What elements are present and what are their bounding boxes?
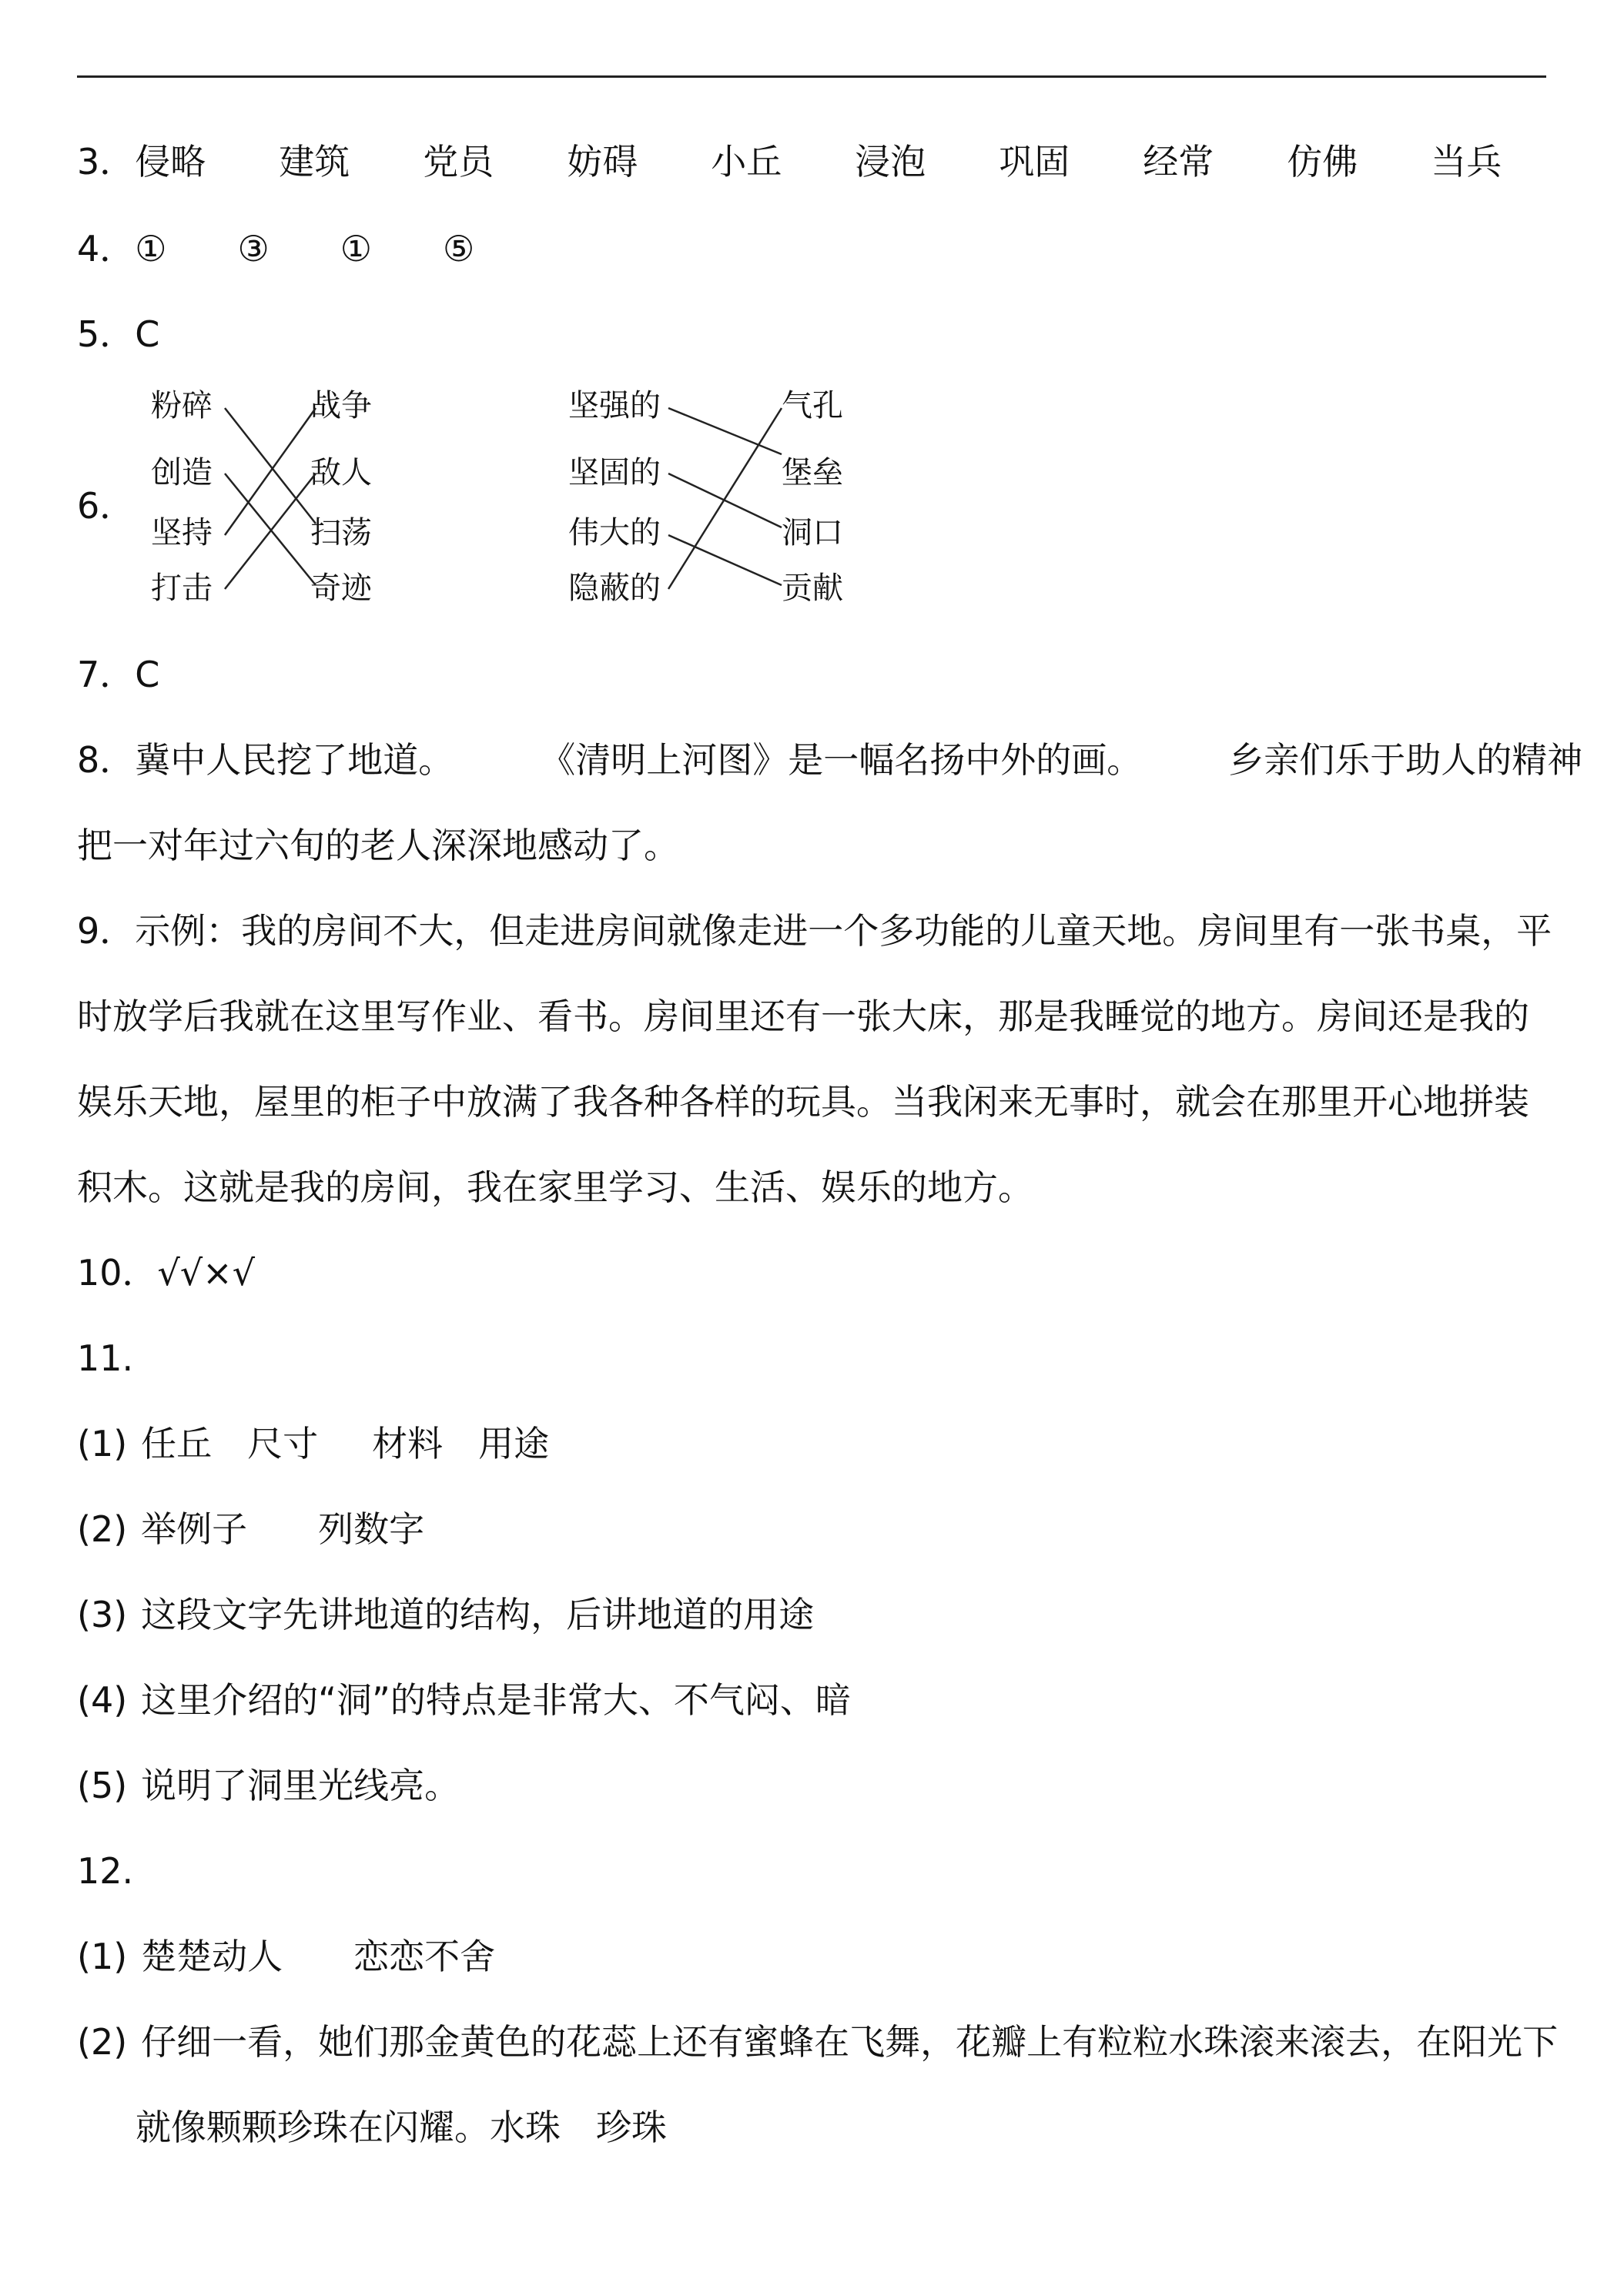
match-left-word: 伟大的 — [568, 515, 661, 551]
q3-word: 小丘 — [711, 141, 782, 182]
q3-word: 仿佛 — [1287, 141, 1358, 182]
question-9-line-4: 积木。这就是我的房间，我在家里学习、生活、娱乐的地方。 — [77, 1166, 1033, 1208]
match-line — [668, 408, 782, 454]
answer-text: 说明了洞里光线亮。 — [141, 1765, 460, 1806]
q11-answer-4 — [77, 1679, 851, 1722]
q8-number: 8． — [77, 739, 136, 781]
match-left-word: 隐蔽的 — [568, 571, 661, 606]
question-9-line-1: 9．示例：我的房间不大，但走进房间就像走进一个多功能的儿童天地。房间里有一张书桌，平 — [77, 910, 1552, 952]
match-line — [668, 408, 782, 589]
q12-answer-2-line-2: 就像颗颗珍珠在闪耀。水珠 珍珠 — [136, 2107, 667, 2148]
answer-part: 尺寸 — [247, 1423, 319, 1464]
question-6-matching — [0, 0, 1624, 631]
q3-word: 党员 — [423, 141, 494, 182]
question-8-line-1 — [77, 739, 1582, 782]
answer-text: 这段文字先讲地道的结构，后讲地道的用途 — [141, 1594, 815, 1635]
matching-lines — [0, 0, 1624, 631]
q4-item: ⑤ — [443, 228, 475, 269]
q4-item: ① — [340, 228, 373, 269]
answer-label: (4) — [77, 1679, 128, 1721]
answer-part: 任丘 — [141, 1423, 213, 1464]
match-left-word: 粉碎 — [151, 388, 213, 423]
match-right-word: 堡垒 — [782, 455, 843, 490]
answer-text: 仔细一看，她们那金黄色的花蕊上还有蜜蜂在飞舞，花瓣上有粒粒水珠滚来滚去，在阳光下 — [141, 2021, 1559, 2063]
answer-label: (1) — [77, 1936, 128, 1977]
q12-answer-2-line-1 — [77, 2021, 1558, 2063]
match-right-word: 扫荡 — [310, 515, 372, 551]
q3-word: 侵略 — [135, 141, 206, 182]
q3-number: 3． — [77, 141, 136, 182]
question-12-number: 12. — [77, 1850, 134, 1892]
match-right-word: 贡献 — [782, 571, 843, 606]
answer-part: 用途 — [478, 1423, 550, 1464]
match-left-word: 坚固的 — [568, 455, 661, 490]
match-left-word: 创造 — [151, 455, 213, 490]
q8-sentence: 《清明上河图》是一幅名扬中外的画。 — [540, 739, 1143, 781]
question-8-line-2: 把一对年过六旬的老人深深地感动了。 — [77, 825, 679, 866]
q3-word: 建筑 — [279, 141, 350, 182]
q11-answer-3 — [77, 1594, 814, 1636]
match-right-word: 战争 — [310, 388, 372, 423]
q3-word: 浸泡 — [855, 141, 926, 182]
answer-label: (2) — [77, 1508, 128, 1550]
answer-part: 列数字 — [318, 1508, 425, 1550]
q3-word: 妨碍 — [567, 141, 638, 182]
q12-answer-1 — [77, 1936, 495, 1978]
answer-part: 材料 — [372, 1423, 444, 1464]
q4-item: ③ — [237, 228, 270, 269]
question-7: 7．C — [77, 654, 160, 695]
match-line — [668, 474, 782, 527]
match-left-word: 坚持 — [151, 515, 213, 551]
q8-sentence: 冀中人民挖了地道。 — [135, 739, 454, 781]
answer-label: (5) — [77, 1765, 128, 1806]
match-right-word: 洞口 — [782, 515, 843, 551]
q4-item: ① — [135, 228, 167, 269]
match-left-word: 坚强的 — [568, 388, 661, 423]
q8-sentence: 乡亲们乐于助人的精神 — [1228, 739, 1583, 781]
answer-part: 恋恋不舍 — [353, 1936, 496, 1977]
answer-part: 举例子 — [141, 1508, 248, 1550]
question-9-line-3: 娱乐天地，屋里的柜子中放满了我各种各样的玩具。当我闲来无事时，就会在那里开心地拼装 — [77, 1081, 1529, 1123]
question-6-number: 6． — [77, 485, 136, 527]
answer-part: 楚楚动人 — [141, 1936, 283, 1977]
match-left-word: 打击 — [151, 571, 213, 606]
match-right-word: 气孔 — [782, 388, 843, 423]
question-11-number: 11. — [77, 1337, 134, 1379]
q11-answer-2 — [77, 1508, 424, 1551]
q3-word: 经常 — [1143, 141, 1214, 182]
answer-label: (1) — [77, 1423, 128, 1464]
answer-label: (3) — [77, 1594, 128, 1635]
match-right-word: 奇迹 — [310, 571, 372, 606]
answer-text: 这里介绍的“洞”的特点是非常大、不气闷、暗 — [141, 1679, 851, 1721]
match-right-word: 敌人 — [310, 455, 372, 490]
question-5: 5．C — [77, 313, 160, 355]
question-9-line-2: 时放学后我就在这里写作业、看书。房间里还有一张大床，那是我睡觉的地方。房间还是我的 — [77, 996, 1529, 1037]
question-10: 10．√√×√ — [77, 1252, 256, 1294]
match-line — [225, 408, 316, 524]
match-line — [225, 408, 316, 535]
q3-word: 当兵 — [1431, 141, 1502, 182]
q4-number: 4． — [77, 228, 136, 269]
q11-answer-1 — [77, 1423, 549, 1465]
q3-word: 巩固 — [999, 141, 1070, 182]
answer-label: (2) — [77, 2021, 128, 2063]
q11-answer-5 — [77, 1765, 460, 1807]
